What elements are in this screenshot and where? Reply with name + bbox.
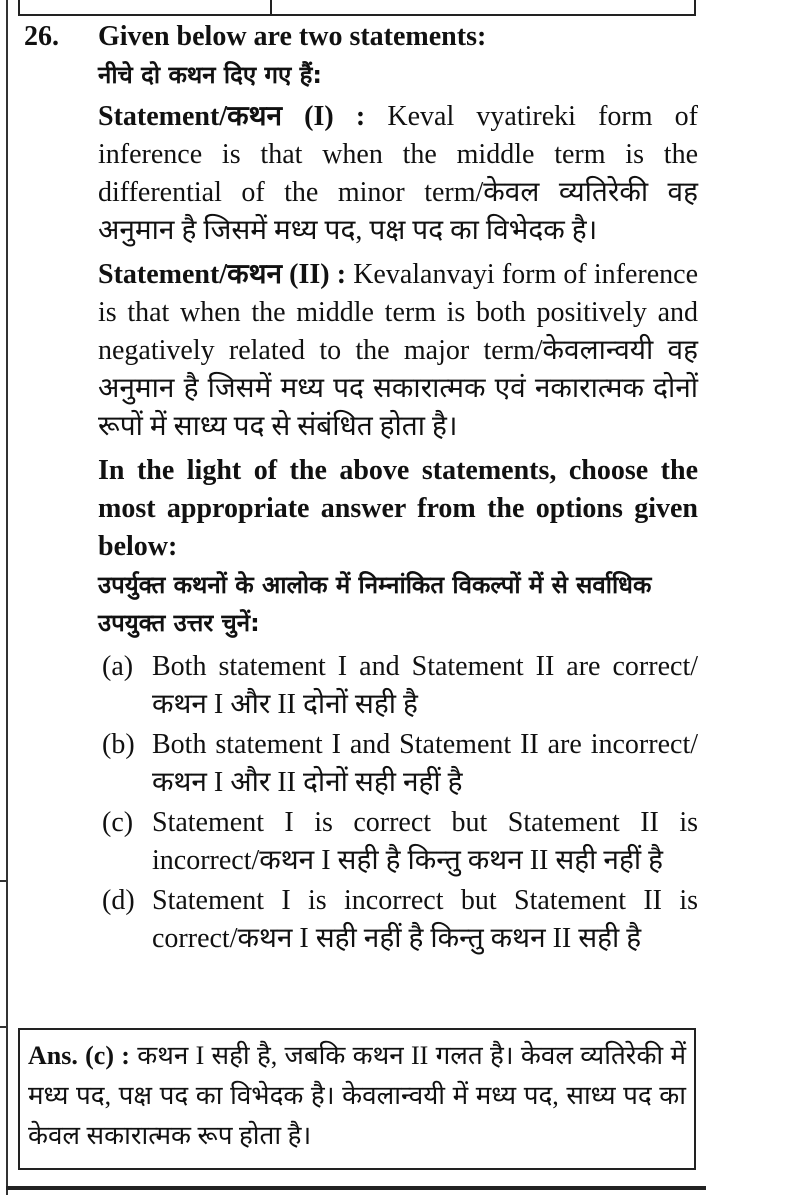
left-margin-tick	[0, 1026, 8, 1028]
left-margin-rule	[6, 0, 8, 1195]
question-number: 26.	[24, 21, 59, 52]
statement-two-label: Statement/कथन (II) :	[98, 259, 347, 290]
question-title-hindi: नीचे दो कथन दिए गए हैं:	[98, 61, 322, 89]
instruction-hindi: उपर्युक्त कथनों के आलोक में निम्नांकित विकल्पों में से सर्वाधिक उपयुक्त उत्तर चुनें:	[98, 571, 652, 637]
option-text: Statement I is incorrect but Statement II is correct/कथन I सही नहीं है किन्तु कथन II सही है	[152, 885, 698, 954]
option-key: (b)	[102, 729, 135, 760]
options-list	[102, 648, 698, 958]
option-key: (c)	[102, 807, 134, 838]
previous-table-bottom	[18, 0, 696, 16]
bottom-page-rule	[6, 1186, 706, 1190]
answer-explanation: कथन I सही है, जबकि कथन II गलत है। केवल व्यतिरेकी में मध्य पद, पक्ष पद का विभेदक है। केवलान्वयी में मध्य पद, साध्य पद का केवल सकारात्मक रूप होता है।	[28, 1041, 686, 1150]
option-a	[102, 648, 698, 724]
option-text: Statement I is correct but Statement II is incorrect/कथन I सही है किन्तु कथन II सही नहीं है	[152, 807, 698, 876]
table-column-divider	[270, 0, 272, 14]
question-body	[98, 18, 698, 960]
option-key: (d)	[102, 885, 135, 916]
option-text: Both statement I and Statement II are incorrect/कथन I और II दोनों सही नहीं है	[152, 729, 698, 798]
instruction-english: In the light of the above statements, choose the most appropriate answer from the options given below:	[98, 455, 698, 562]
statement-two	[98, 256, 698, 446]
answer-box	[18, 1028, 696, 1170]
statement-two-text: Kevalanvayi form of inference is that when the middle term is both positively and negatively related to the major term/केवलान्वयी वह अनुमान है जिसमें मध्य पद सकारात्मक एवं नकारात्मक दोनों रूपों में साध्य पद से संबंधित होता है।	[98, 259, 698, 442]
option-d	[102, 882, 698, 958]
statement-one	[98, 98, 698, 250]
left-margin-tick	[0, 880, 8, 882]
statement-one-label: Statement/कथन (I) :	[98, 101, 366, 132]
option-key: (a)	[102, 651, 134, 682]
option-text: Both statement I and Statement II are correct/ कथन I और II दोनों सही है	[152, 651, 698, 720]
statement-one-text: Keval vyatireki form of inference is that when the middle term is the differential of the minor term/केवल व्यतिरेकी वह अनुमान है जिसमें मध्य पद, पक्ष पद का विभेदक है।	[98, 101, 699, 246]
answer-label: Ans. (c) :	[28, 1041, 130, 1070]
question-title-english: Given below are two statements:	[98, 21, 487, 52]
option-c	[102, 804, 698, 880]
option-b	[102, 726, 698, 802]
